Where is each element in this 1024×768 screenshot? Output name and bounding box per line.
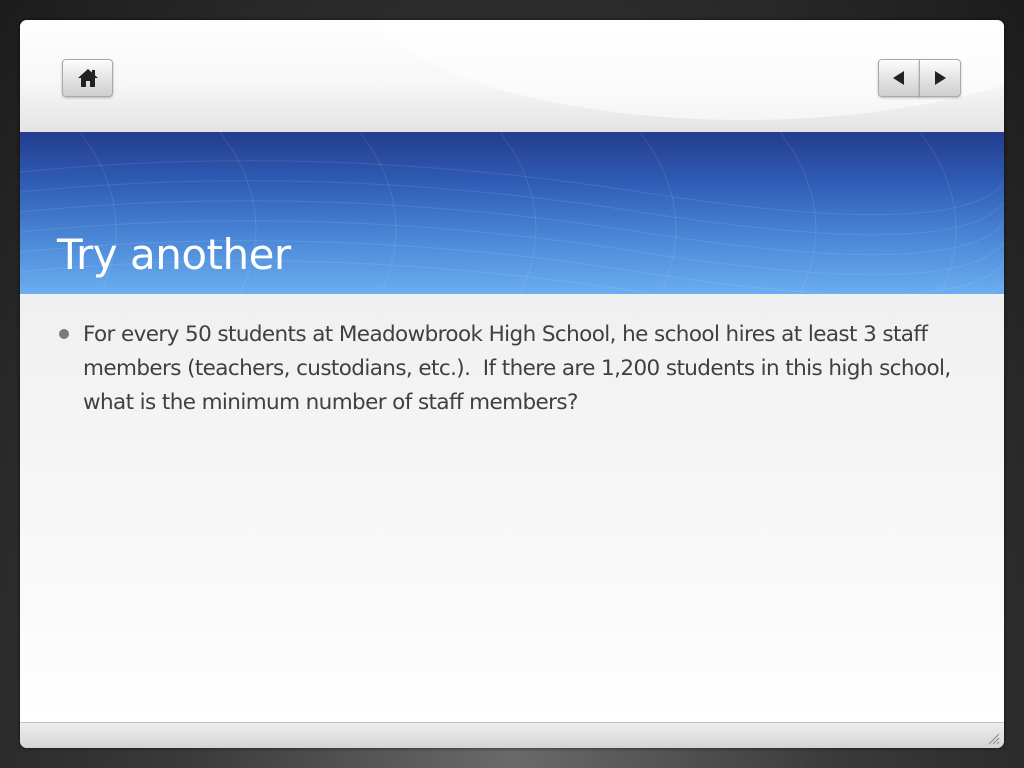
triangle-right-icon — [931, 69, 949, 87]
title-band — [20, 132, 1004, 294]
bottom-bar — [20, 722, 1004, 748]
slide-title: Try another — [57, 230, 291, 279]
top-toolbar — [20, 20, 1004, 132]
next-slide-button[interactable] — [919, 59, 961, 97]
bullet-text: For every 50 students at Meadowbrook High School, he school hires at least 3 staff members (teachers, custodians, etc.). If there are 1,200 students in this high school, what is the minimum number of staff members? — [83, 322, 957, 415]
home-icon — [76, 67, 100, 89]
triangle-left-icon — [890, 69, 908, 87]
resize-grip-icon[interactable] — [986, 731, 1000, 745]
home-button[interactable] — [62, 59, 113, 97]
slide-body — [20, 294, 1004, 722]
slide — [20, 20, 1004, 748]
bullet-dot — [59, 329, 69, 339]
previous-slide-button[interactable] — [878, 59, 920, 97]
